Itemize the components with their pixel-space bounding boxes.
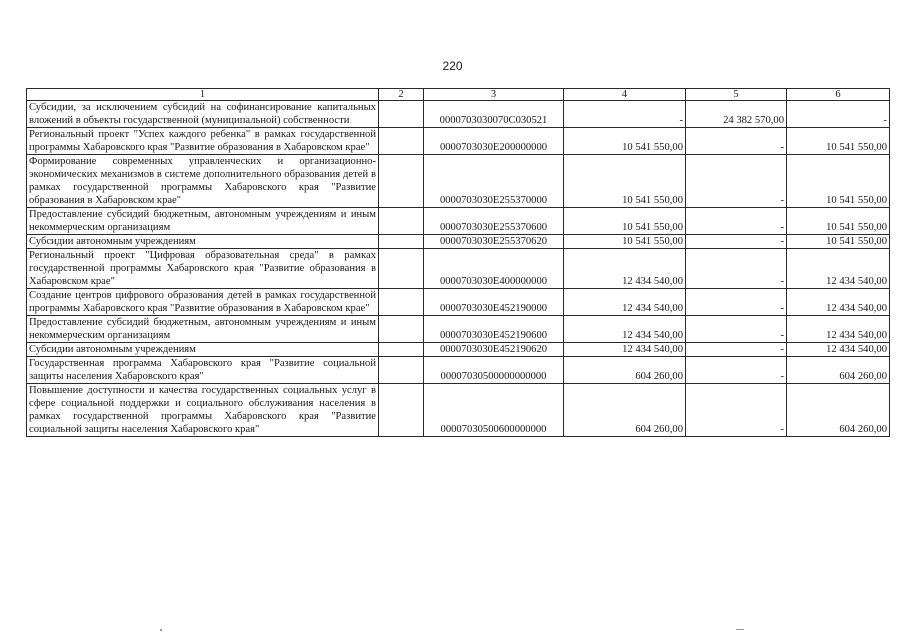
row-name-cell: Региональный проект "Цифровая образовательная среда" в рамках государственной программы Хабаровского края "Развитие образования в Хабаровском крае" <box>27 249 379 289</box>
row-amount-col5-cell: - <box>686 249 787 289</box>
page-number: 220 <box>442 59 463 73</box>
row-amount-col5-cell: - <box>686 235 787 249</box>
row-code-cell: 0000703030E255370000 <box>424 155 564 208</box>
row-amount-col5-cell: - <box>686 208 787 235</box>
table-row <box>27 101 890 128</box>
row-name-cell: Повышение доступности и качества государственных социальных услуг в сфере социальной поддержки и социального обслуживания населения в рамках государственной программы Хабаровского края "Развитие социальной защиты населения Хабаровского края" <box>27 384 379 437</box>
scan-speck <box>160 629 162 631</box>
table-row <box>27 343 890 357</box>
row-amount-col6-cell: 10 541 550,00 <box>787 208 890 235</box>
row-col2-cell <box>379 357 424 384</box>
row-amount-col4-cell: 12 434 540,00 <box>564 249 686 289</box>
row-name-cell: Предоставление субсидий бюджетным, автономным учреждениям и иным некоммерческим организациям <box>27 208 379 235</box>
table-row <box>27 128 890 155</box>
row-code-cell: 0000703030E255370620 <box>424 235 564 249</box>
table-row <box>27 289 890 316</box>
row-amount-col4-cell: 12 434 540,00 <box>564 343 686 357</box>
row-amount-col5-cell: - <box>686 343 787 357</box>
row-amount-col4-cell: 10 541 550,00 <box>564 208 686 235</box>
table-header-row <box>27 89 890 101</box>
row-amount-col6-cell: 10 541 550,00 <box>787 155 890 208</box>
row-code-cell: 0000703030E200000000 <box>424 128 564 155</box>
column-header: 5 <box>686 89 787 101</box>
row-name-cell: Региональный проект "Успех каждого ребенка" в рамках государственной программы Хабаровского края "Развитие образования в Хабаровском крае" <box>27 128 379 155</box>
row-col2-cell <box>379 128 424 155</box>
row-name-cell: Предоставление субсидий бюджетным, автономным учреждениям и иным некоммерческим организациям <box>27 316 379 343</box>
row-amount-col6-cell: 12 434 540,00 <box>787 289 890 316</box>
row-amount-col4-cell: 10 541 550,00 <box>564 128 686 155</box>
row-amount-col5-cell: 24 382 570,00 <box>686 101 787 128</box>
row-col2-cell <box>379 235 424 249</box>
row-name-cell: Формирование современных управленческих и организационно-экономических механизмов в системе дополнительного образования детей в рамках государственной программы Хабаровского края "Развитие образования в Хабаровском крае" <box>27 155 379 208</box>
row-amount-col6-cell: 604 260,00 <box>787 357 890 384</box>
row-col2-cell <box>379 384 424 437</box>
row-amount-col5-cell: - <box>686 128 787 155</box>
row-amount-col5-cell: - <box>686 155 787 208</box>
row-amount-col6-cell: 12 434 540,00 <box>787 343 890 357</box>
row-amount-col4-cell: 10 541 550,00 <box>564 155 686 208</box>
row-col2-cell <box>379 249 424 289</box>
budget-table <box>26 88 890 437</box>
row-code-cell: 0000703030E452190000 <box>424 289 564 316</box>
row-col2-cell <box>379 316 424 343</box>
row-amount-col5-cell: - <box>686 316 787 343</box>
scan-speck <box>736 629 744 630</box>
table-row <box>27 235 890 249</box>
row-code-cell: 0000703030E452190620 <box>424 343 564 357</box>
row-amount-col6-cell: 10 541 550,00 <box>787 235 890 249</box>
row-col2-cell <box>379 343 424 357</box>
row-col2-cell <box>379 155 424 208</box>
column-header: 2 <box>379 89 424 101</box>
row-name-cell: Субсидии автономным учреждениям <box>27 343 379 357</box>
table-row <box>27 316 890 343</box>
row-code-cell: 0000703030E255370600 <box>424 208 564 235</box>
column-header: 3 <box>424 89 564 101</box>
row-amount-col5-cell: - <box>686 384 787 437</box>
row-code-cell: 0000703030070C030521 <box>424 101 564 128</box>
row-amount-col4-cell: 12 434 540,00 <box>564 289 686 316</box>
row-amount-col5-cell: - <box>686 357 787 384</box>
row-name-cell: Субсидии автономным учреждениям <box>27 235 379 249</box>
table-row <box>27 249 890 289</box>
row-code-cell: 00007030500000000000 <box>424 357 564 384</box>
row-amount-col6-cell: 12 434 540,00 <box>787 316 890 343</box>
row-amount-col4-cell: 12 434 540,00 <box>564 316 686 343</box>
column-header: 6 <box>787 89 890 101</box>
table-row <box>27 155 890 208</box>
column-header: 4 <box>564 89 686 101</box>
column-header: 1 <box>27 89 379 101</box>
row-code-cell: 00007030500600000000 <box>424 384 564 437</box>
table-row <box>27 208 890 235</box>
row-amount-col5-cell: - <box>686 289 787 316</box>
row-name-cell: Создание центров цифрового образования детей в рамках государственной программы Хабаровского края "Развитие образования в Хабаровском крае" <box>27 289 379 316</box>
row-name-cell: Субсидии, за исключением субсидий на софинансирование капитальных вложений в объекты государственной (муниципальной) собственности <box>27 101 379 128</box>
row-col2-cell <box>379 289 424 316</box>
table-row <box>27 384 890 437</box>
row-amount-col4-cell: - <box>564 101 686 128</box>
row-col2-cell <box>379 101 424 128</box>
row-amount-col6-cell: - <box>787 101 890 128</box>
row-code-cell: 0000703030E452190600 <box>424 316 564 343</box>
row-amount-col6-cell: 604 260,00 <box>787 384 890 437</box>
row-amount-col4-cell: 10 541 550,00 <box>564 235 686 249</box>
row-code-cell: 0000703030E400000000 <box>424 249 564 289</box>
row-amount-col6-cell: 10 541 550,00 <box>787 128 890 155</box>
table-row <box>27 357 890 384</box>
row-amount-col6-cell: 12 434 540,00 <box>787 249 890 289</box>
row-amount-col4-cell: 604 260,00 <box>564 384 686 437</box>
row-col2-cell <box>379 208 424 235</box>
row-amount-col4-cell: 604 260,00 <box>564 357 686 384</box>
row-name-cell: Государственная программа Хабаровского края "Развитие социальной защиты населения Хабаровского края" <box>27 357 379 384</box>
